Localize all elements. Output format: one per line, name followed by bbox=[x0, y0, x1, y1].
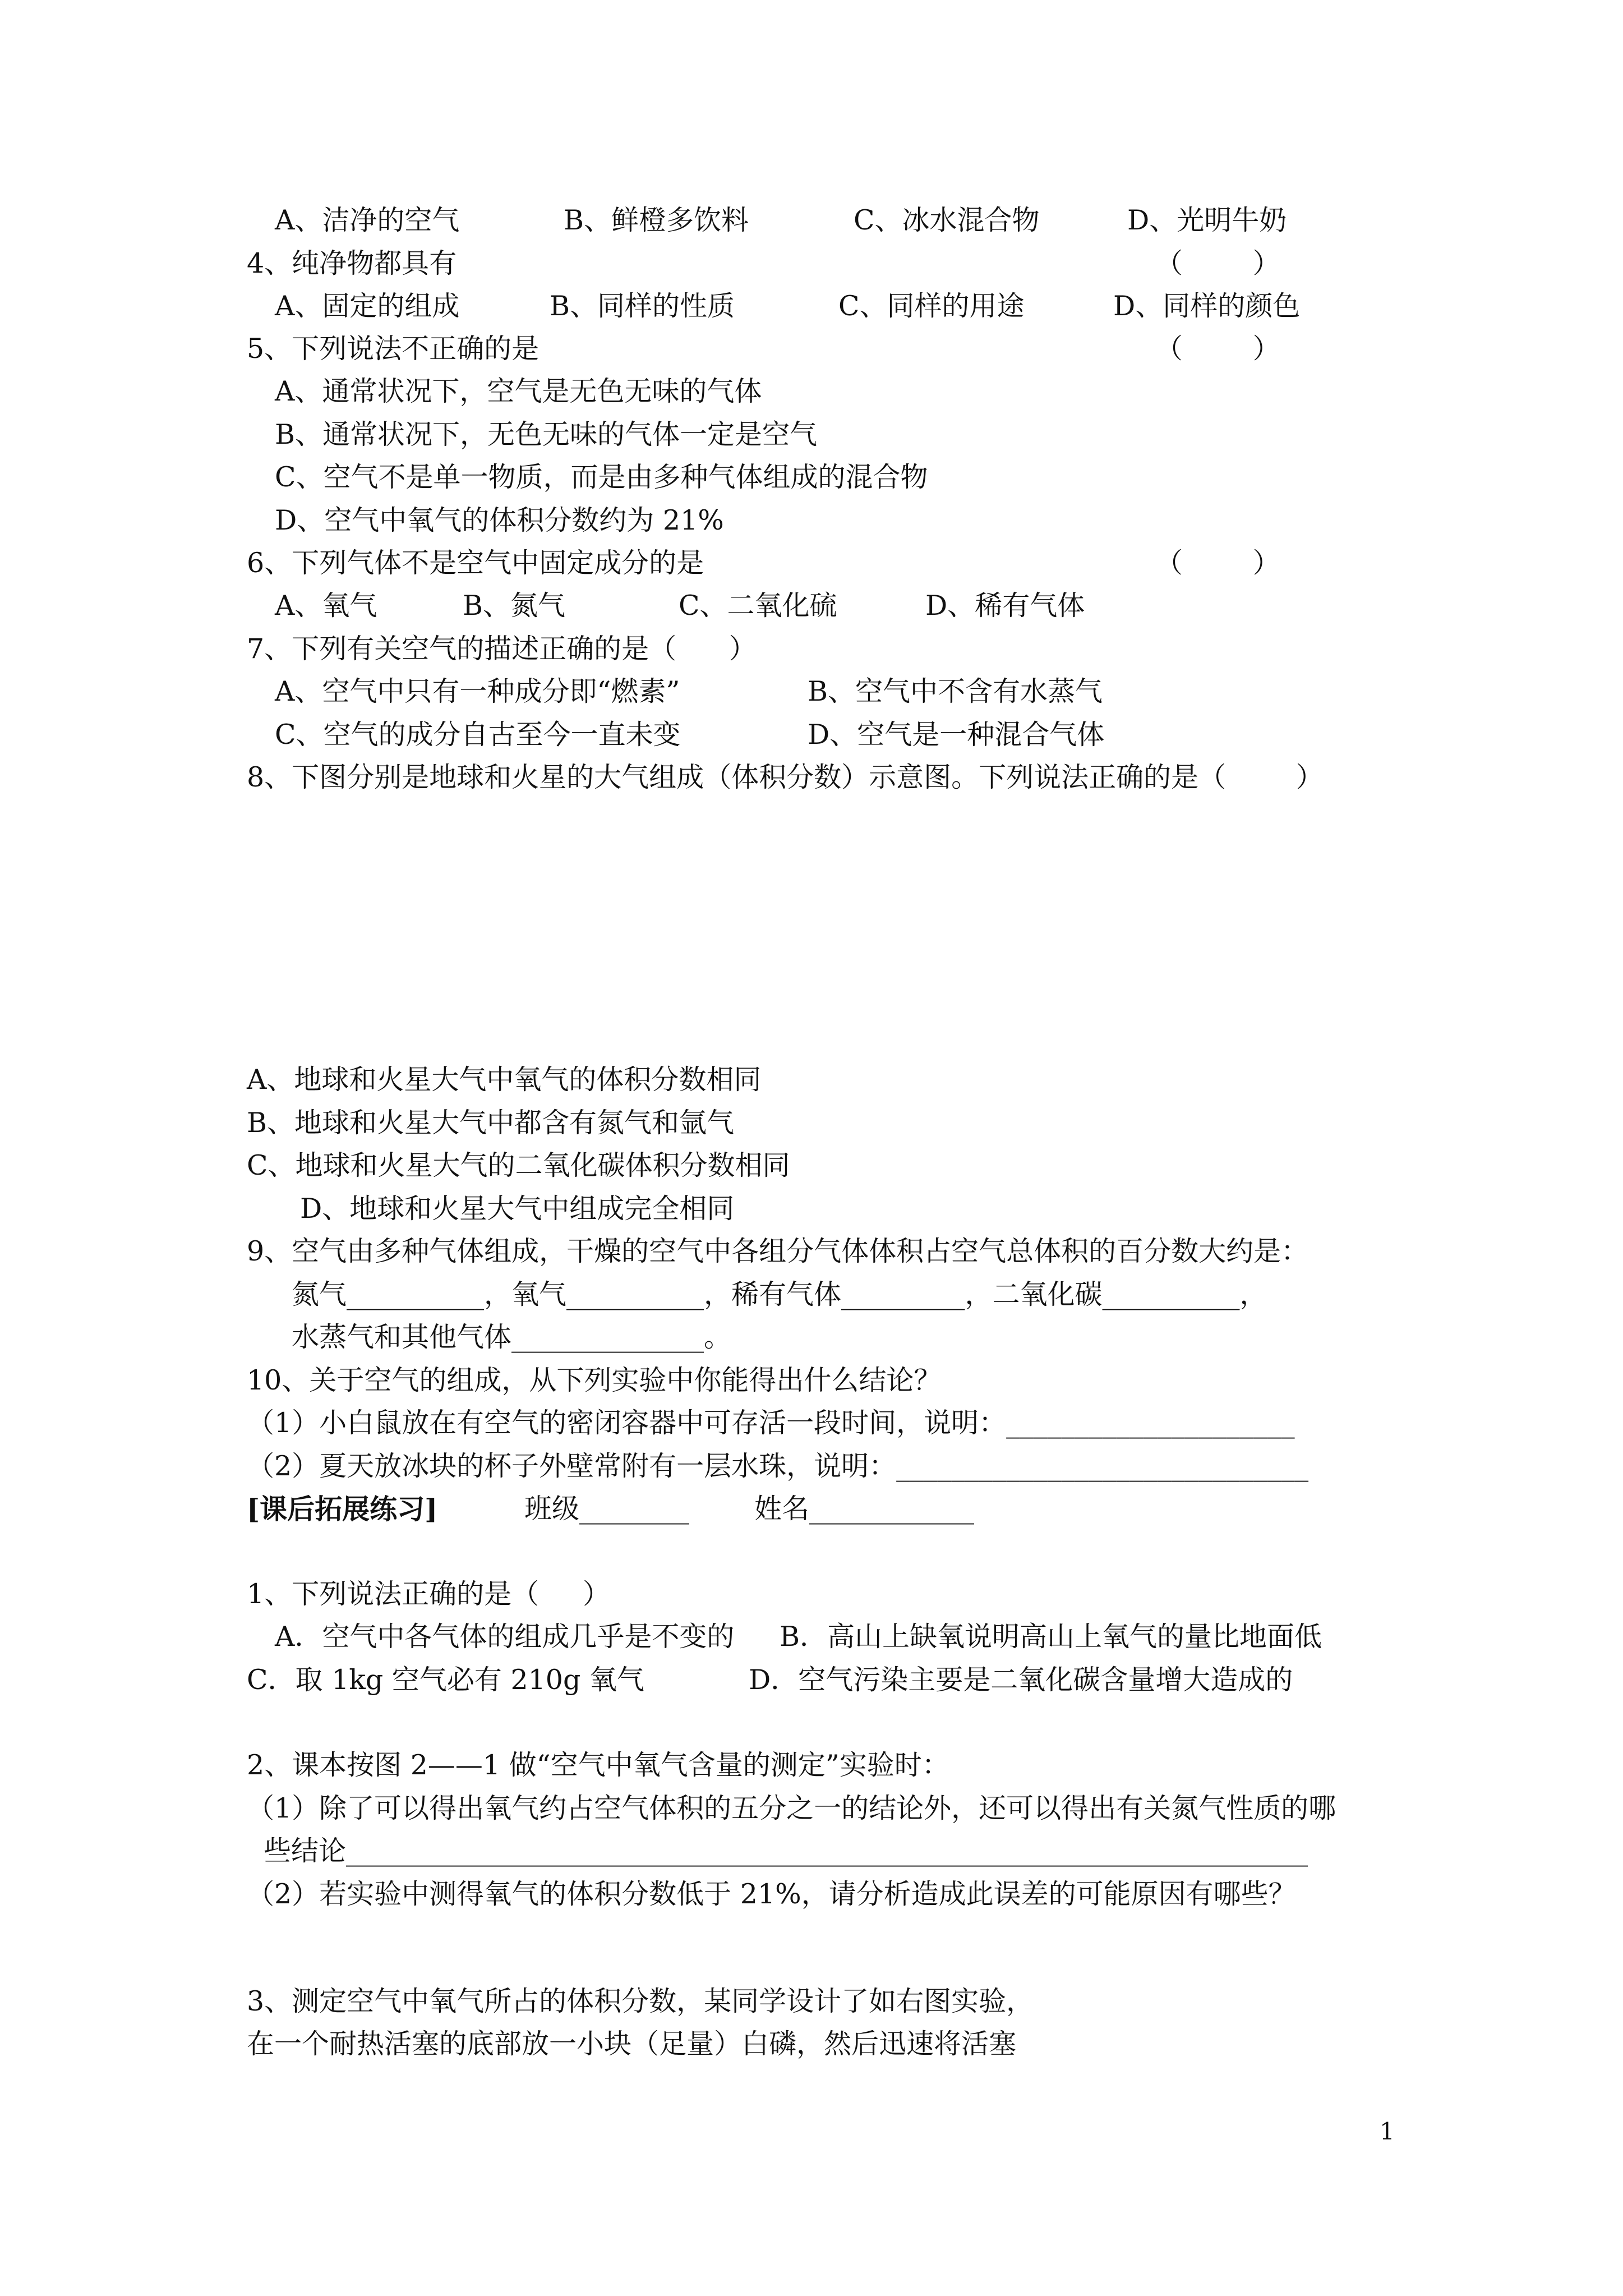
q4-answer-paren: （ ） bbox=[1155, 247, 1280, 279]
q4-option-a: A、固定的组成 bbox=[275, 290, 460, 322]
q10-part2: （2）夏天放冰块的杯子外壁常附有一层水珠，说明：______________________________ bbox=[247, 1450, 1309, 1482]
e2-part1: （1）除了可以得出氧气约占空气体积的五分之一的结论外，还可以得出有关氮气性质的哪 bbox=[247, 1792, 1336, 1824]
q5-answer-paren: （ ） bbox=[1155, 333, 1280, 365]
e3-line2: 在一个耐热活塞的底部放一小块（足量）白磷，然后迅速将活塞 bbox=[247, 2028, 1017, 2060]
section-title: [课后拓展练习] bbox=[247, 1493, 438, 1525]
q10-stem: 10、关于空气的组成，从下列实验中你能得出什么结论？ bbox=[247, 1364, 942, 1396]
q7-option-a: A、空气中只有一种成分即“燃素” bbox=[275, 675, 680, 707]
q5-option-d: D、空气中氧气的体积分数约为 21% bbox=[275, 504, 724, 536]
q3-option-b: B、鲜橙多饮料 bbox=[564, 204, 749, 236]
q4-stem: 4、纯净物都具有 bbox=[247, 247, 457, 279]
q8-option-b: B、地球和火星大气中都含有氮气和氩气 bbox=[247, 1107, 735, 1139]
q6-option-d: D、稀有气体 bbox=[925, 590, 1085, 622]
q7-option-d: D、空气是一种混合气体 bbox=[808, 719, 1105, 751]
q7-stem: 7、下列有关空气的描述正确的是（ ） bbox=[247, 633, 757, 665]
q6-answer-paren: （ ） bbox=[1155, 547, 1280, 579]
q8-option-a: A、地球和火星大气中氧气的体积分数相同 bbox=[247, 1064, 762, 1096]
q8-option-d: D、地球和火星大气中组成完全相同 bbox=[300, 1193, 735, 1225]
q7-option-c: C、空气的成分自古至今一直未变 bbox=[275, 719, 681, 751]
e2-part1-cont: 些结论______________________________________________________________________ bbox=[264, 1835, 1308, 1867]
q10-part1: （1）小白鼠放在有空气的密闭容器中可存活一段时间，说明：_____________________ bbox=[247, 1407, 1295, 1439]
q3-option-d: D、光明牛奶 bbox=[1127, 204, 1287, 236]
q3-option-a: A、洁净的空气 bbox=[275, 204, 460, 236]
class-field: 班级________ bbox=[524, 1493, 690, 1525]
q5-stem: 5、下列说法不正确的是 bbox=[247, 333, 540, 365]
q9-blanks-line2: 水蒸气和其他气体______________。 bbox=[292, 1321, 732, 1353]
q3-option-c: C、冰水混合物 bbox=[854, 204, 1040, 236]
e2-stem: 2、课本按图 2——1 做“空气中氧气含量的测定”实验时： bbox=[247, 1749, 949, 1781]
e2-part2: （2）若实验中测得氧气的体积分数低于 21%，请分析造成此误差的可能原因有哪些？ bbox=[247, 1878, 1296, 1910]
q6-stem: 6、下列气体不是空气中固定成分的是 bbox=[247, 547, 704, 579]
q8-option-c: C、地球和火星大气的二氧化碳体积分数相同 bbox=[247, 1149, 790, 1181]
e1-stem: 1、下列说法正确的是（ ） bbox=[247, 1578, 611, 1610]
q9-blanks-line1: 氮气__________，氧气__________，稀有气体_________，二氧化碳__________， bbox=[292, 1278, 1267, 1310]
e1-option-b: B．高山上缺氧说明高山上氧气的量比地面低 bbox=[780, 1621, 1322, 1653]
e3-line1: 3、测定空气中氧气所占的体积分数，某同学设计了如右图实验， bbox=[247, 1985, 1034, 2017]
q6-option-b: B、氮气 bbox=[463, 590, 566, 622]
q9-stem: 9、空气由多种气体组成，干燥的空气中各组分气体体积占空气总体积的百分数大约是： bbox=[247, 1235, 1309, 1267]
q5-option-a: A、通常状况下，空气是无色无味的气体 bbox=[275, 375, 762, 407]
q4-option-b: B、同样的性质 bbox=[550, 290, 735, 322]
e1-option-c: C．取 1kg 空气必有 210g 氧气 bbox=[247, 1664, 644, 1696]
e1-option-d: D．空气污染主要是二氧化碳含量增大造成的 bbox=[749, 1664, 1293, 1696]
name-field: 姓名____________ bbox=[754, 1493, 975, 1525]
q4-option-c: C、同样的用途 bbox=[838, 290, 1025, 322]
q5-option-b: B、通常状况下，无色无味的气体一定是空气 bbox=[275, 418, 818, 450]
e1-option-a: A．空气中各气体的组成几乎是不变的 bbox=[275, 1621, 735, 1653]
q6-option-c: C、二氧化硫 bbox=[679, 590, 837, 622]
q5-option-c: C、空气不是单一物质，而是由多种气体组成的混合物 bbox=[275, 461, 928, 493]
q7-option-b: B、空气中不含有水蒸气 bbox=[808, 675, 1103, 707]
q8-stem: 8、下图分别是地球和火星的大气组成（体积分数）示意图。下列说法正确的是（ ） bbox=[247, 761, 1324, 793]
q4-option-d: D、同样的颜色 bbox=[1113, 290, 1301, 322]
page-number: 1 bbox=[1380, 2118, 1395, 2145]
q6-option-a: A、氧气 bbox=[275, 590, 377, 622]
